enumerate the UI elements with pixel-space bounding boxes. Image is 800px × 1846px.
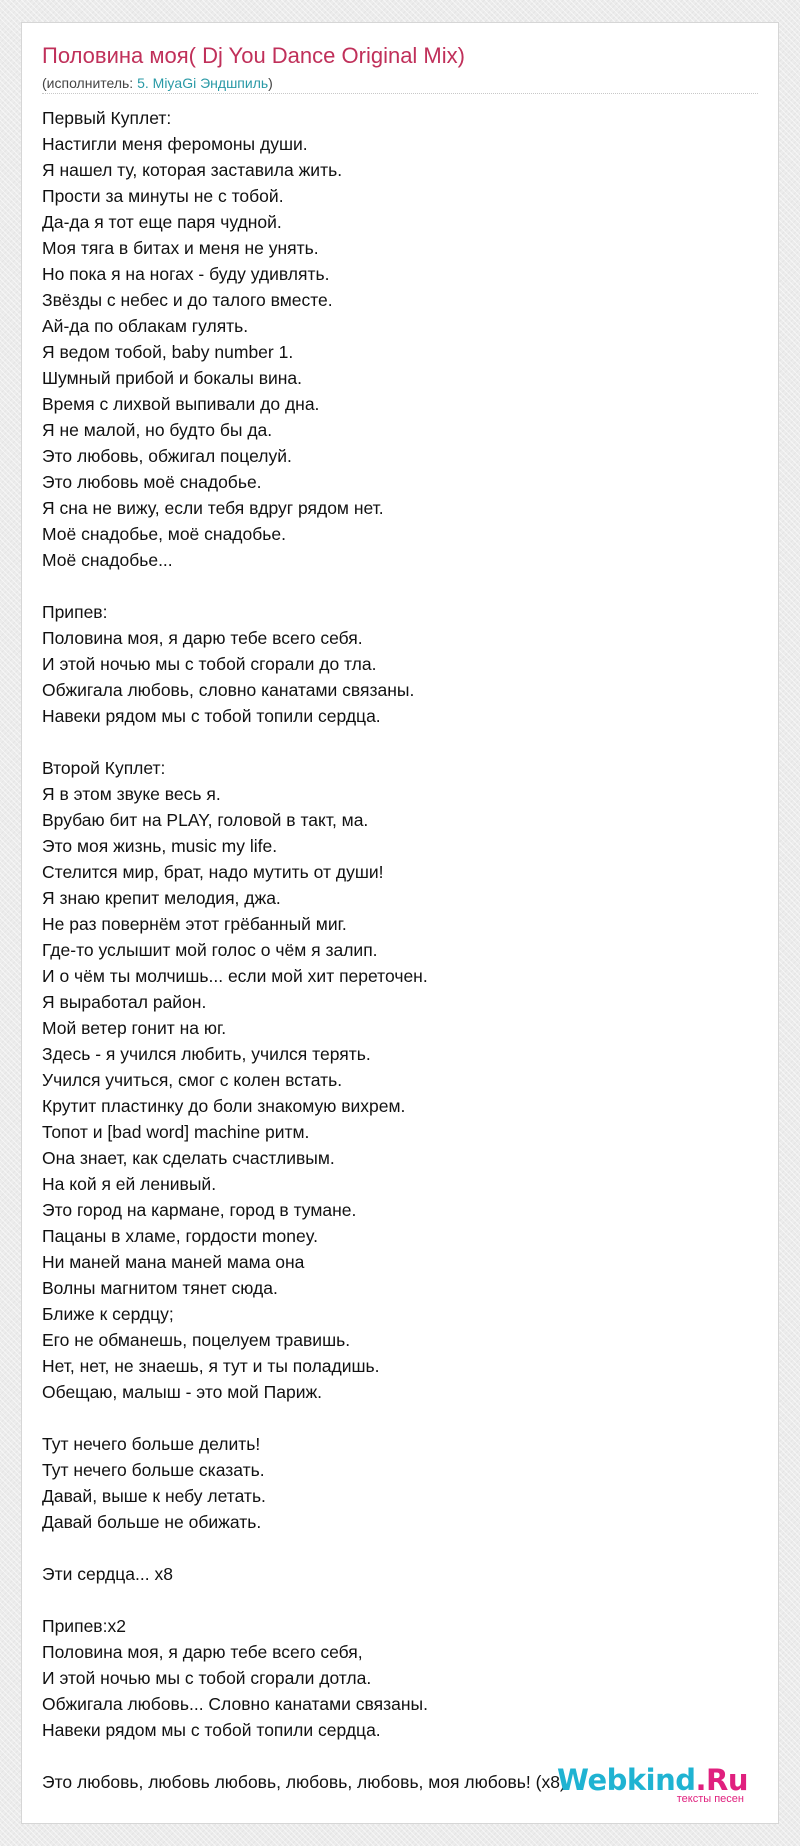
logo-tagline: тексты песен [676,1793,744,1805]
performer-prefix: (исполнитель: [42,75,138,91]
logo-tld: .Ru [695,1763,748,1797]
webkind-logo[interactable] [557,1765,748,1805]
lyrics-card [21,22,779,1824]
performer-line [42,74,273,92]
logo-wordmark [557,1765,748,1795]
performer-link[interactable]: 5. MiyaGi Эндшпиль [137,75,269,91]
performer-suffix: ) [268,75,273,91]
lyrics-text: Первый Куплет: Настигли меня феромоны души. Я нашел ту, которая заставила жить. Прости за минуты не с тобой. Да-да я тот еще паря чудной. Моя тяга в битах и меня не унять. Но пока я на ногах - буду удивлять. Звёзды с небес и до талого вместе. Ай-да по облакам гулять. Я ведом тобой, baby number 1. Шумный прибой и бокалы вина. Время с лихвой выпивали до дна. Я не малой, но будто бы да. Это любовь, обжигал поцелуй. Это любовь моё снадобье. Я сна не вижу, если тебя вдруг рядом нет. Моё снадобье, моё снадобье. Моё снадобье... Припев: Половина моя, я дарю тебе всего себя. И этой ночью мы с тобой сгорали до тла. Обжигала любовь, словно канатами связаны. Навеки рядом мы с тобой топили сердца. Второй Куплет: Я в этом звуке весь я. Врубаю бит на PLAY, головой в такт, ма. Это моя жизнь, music my life. Стелится мир, брат, надо мутить от души! Я знаю крепит мелодия, джа. Не раз повернём этот грёбанный миг. Где-то услышит мой голос о чём я залип. И о чём ты молчишь... если мой хит переточен. Я выработал район. Мой ветер гонит на юг. Здесь - я учился любить, учился терять. Учился учиться, смог с колен встать. Крутит пластинку до боли знакомую вихрем. Топот и [bad word] machine ритм. Она знает, как сделать счастливым. На кой я ей ленивый. Это город на кармане, город в тумане. Пацаны в хламе, гордости money. Ни маней мана маней мама она Волны магнитом тянет сюда. Ближе к сердцу; Его не обманешь, поцелуем травишь. Нет, нет, не знаешь, я тут и ты поладишь. Обещаю, малыш - это мой Париж. Тут нечего больше делить! Тут нечего больше сказать. Давай, выше к небу летать. Давай больше не обижать. Эти сердца... x8 Припев:x2 Половина моя, я дарю тебе всего себя, И этой ночью мы с тобой сгорали дотла. Обжигала любовь... Словно канатами связаны. Навеки рядом мы с тобой топили сердца. Это любовь, любовь любовь, любовь, любовь, моя любовь! (x8) [42,108,566,1792]
header-divider [42,93,758,94]
logo-word: Webkind [556,1763,696,1797]
song-title: Половина моя( Dj You Dance Original Mix) [42,43,465,68]
